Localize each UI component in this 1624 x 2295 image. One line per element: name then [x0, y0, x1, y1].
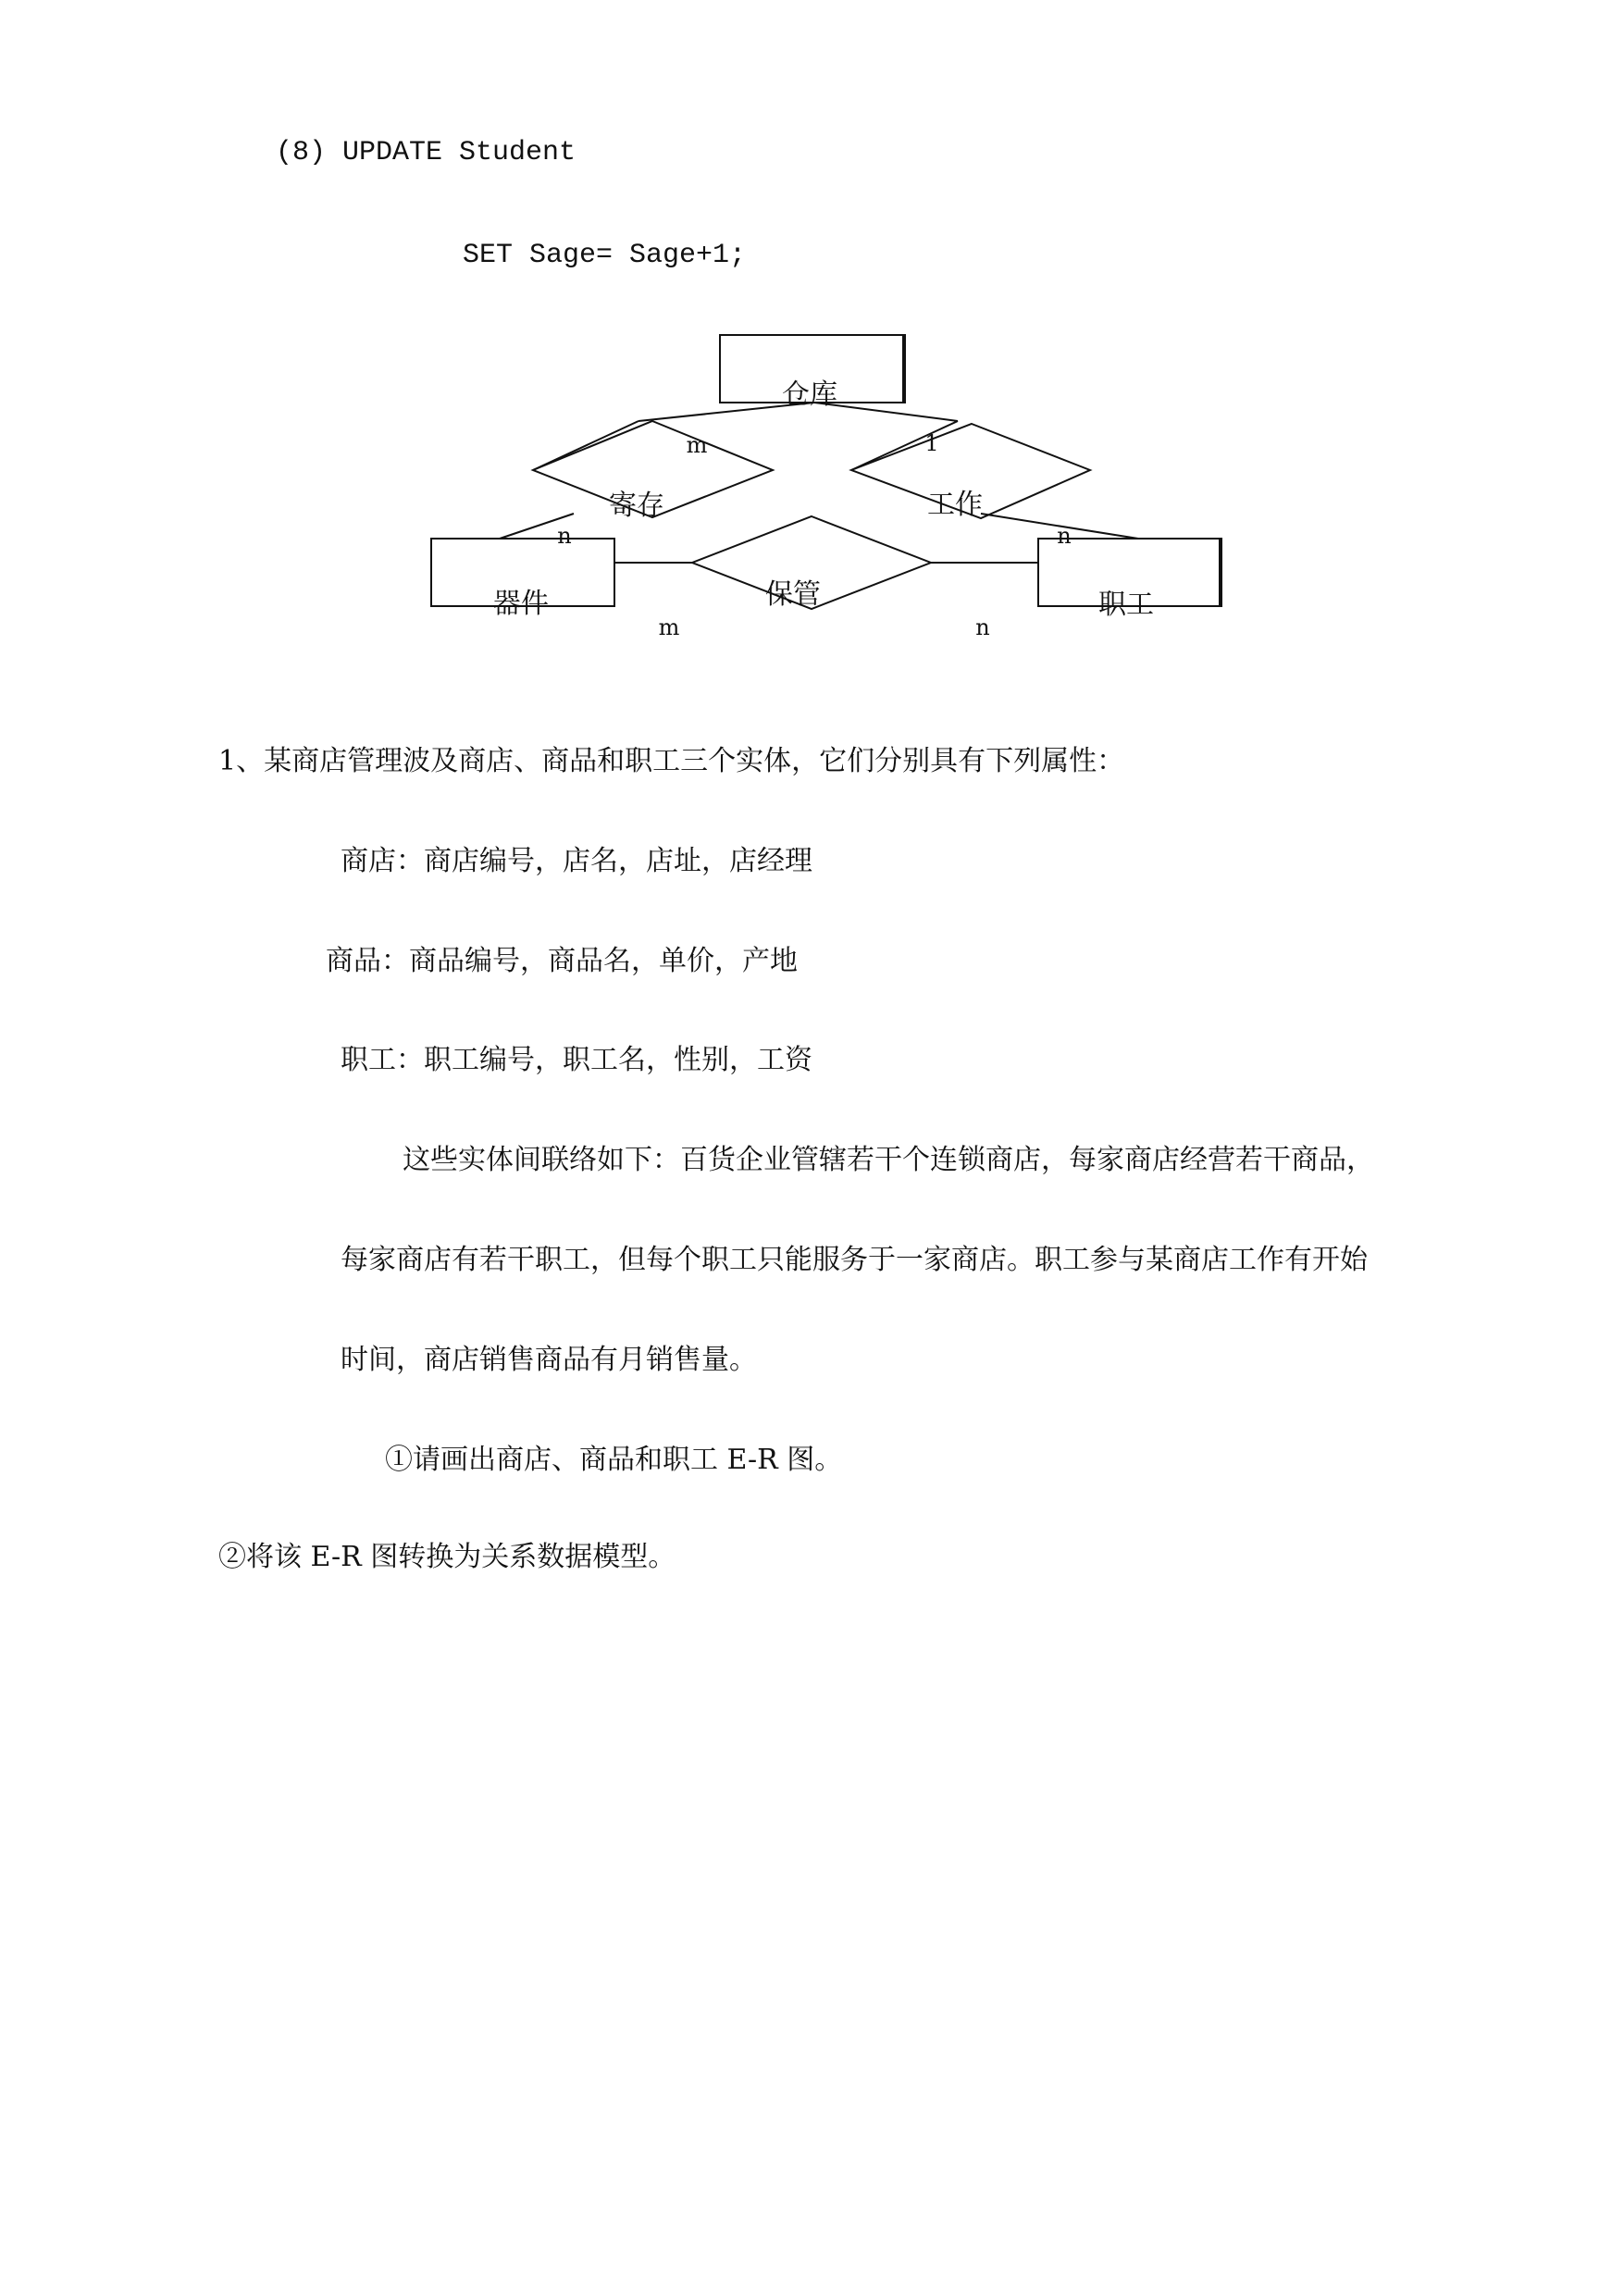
attribute-line-store: 商店：商店编号，店名，店址，店经理 — [341, 845, 812, 877]
cardinality-store-warehouse: m — [686, 432, 708, 458]
cardinality-work-staff: n — [1057, 523, 1072, 549]
relationship-label-store: 寄存 — [609, 490, 664, 522]
relationship-label-work: 工作 — [927, 489, 983, 521]
er-diagram — [0, 0, 1624, 685]
entity-label-staff: 职工 — [1098, 589, 1154, 621]
cardinality-store-device: n — [557, 523, 572, 549]
description-line-2: 每家商店有若干职工，但每个职工只能服务于一家商店。职工参与某商店工作有开始 — [341, 1244, 1368, 1276]
attribute-line-staff: 职工：职工编号，职工名，性别，工资 — [341, 1044, 812, 1076]
cardinality-work-warehouse: 1 — [924, 430, 939, 456]
description-line-3: 时间，商店销售商品有月销售量。 — [341, 1344, 757, 1376]
sql-update-line: (8) UPDATE Student — [276, 137, 576, 168]
task-line-1: ①请画出商店、商品和职工 E-R 图。 — [385, 1444, 843, 1476]
cardinality-keep-device: m — [658, 614, 680, 640]
relationship-label-keep: 保管 — [765, 578, 821, 611]
attribute-line-goods: 商品：商品编号，商品名，单价，产地 — [326, 945, 798, 977]
entity-label-device: 器件 — [493, 588, 549, 620]
question-intro: 1、某商店管理波及商店、商品和职工三个实体，它们分别具有下列属性： — [218, 745, 1125, 777]
sql-set-line: SET Sage= Sage+1; — [463, 240, 747, 271]
connector-work-top — [851, 421, 958, 470]
description-line-1: 这些实体间联络如下：百货企业管辖若干个连锁商店，每家商店经营若干商品， — [403, 1144, 1374, 1176]
task-line-2: ②将该 E-R 图转换为关系数据模型。 — [218, 1541, 676, 1573]
cardinality-keep-staff: n — [975, 614, 990, 640]
entity-label-warehouse: 仓库 — [782, 378, 837, 411]
